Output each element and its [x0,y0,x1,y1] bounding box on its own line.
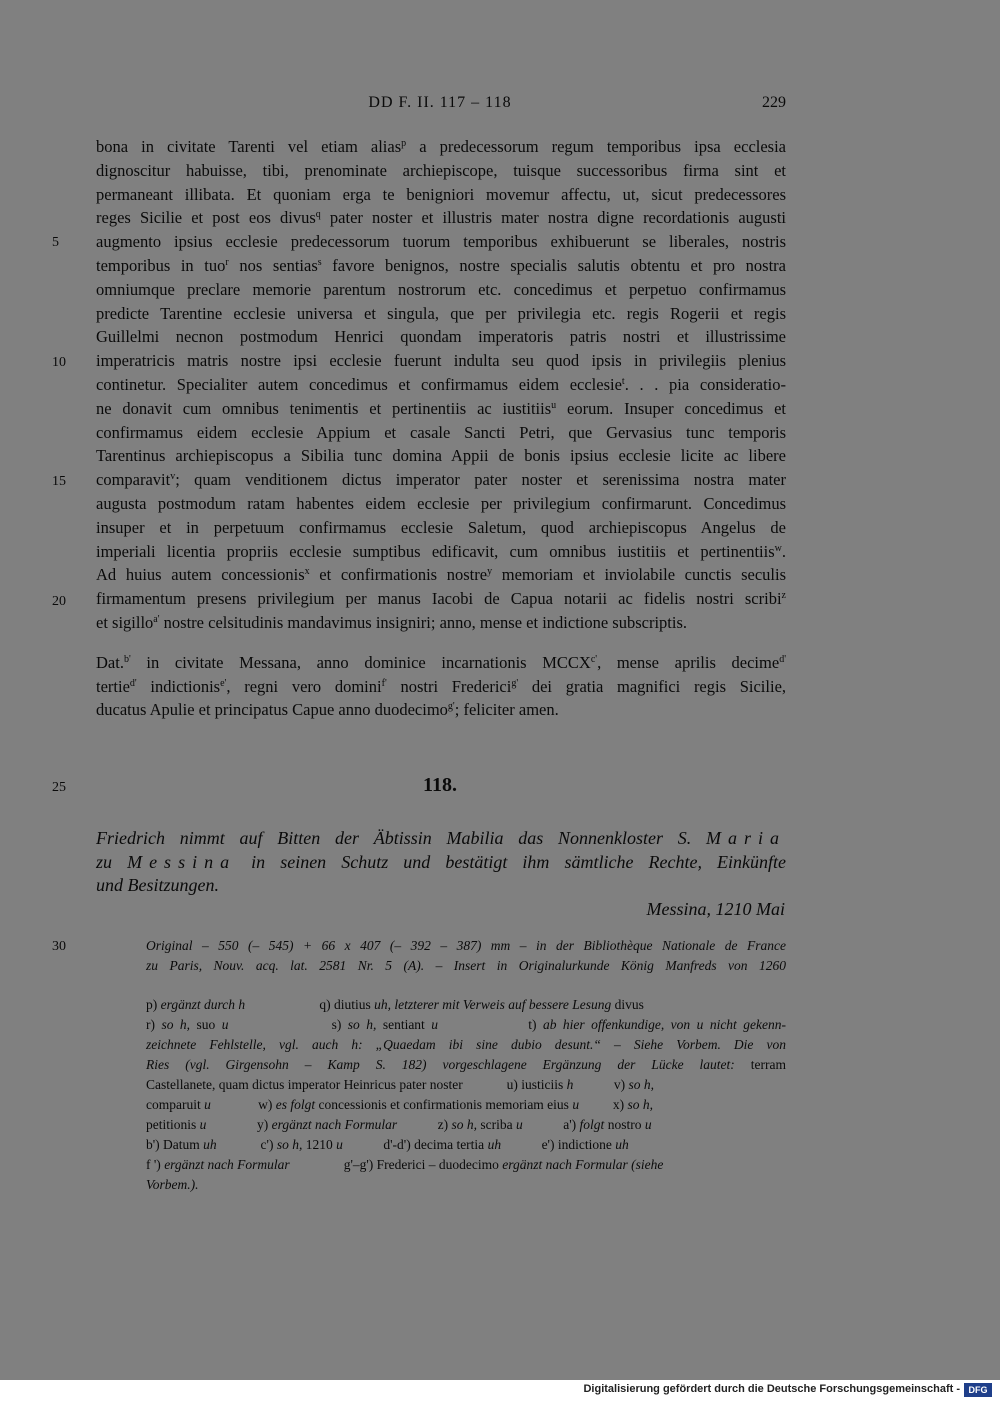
text-line-6: temporibus in tuo$^r$ nos sentias$^s$ favore benignos, nostre specialis salutis obtentu et pro nostra [96,256,786,275]
dfg-logo: DFG [964,1383,992,1397]
date-place: Messina, 1210 Mai [646,899,785,919]
footnote-line-3: zeichnete Fehlstelle, vgl. auch h: „Quaedam ibi sine dubio desunt.“ – Siehe Vorbem. Die von [146,1037,786,1052]
text-line-8: predicte Tarentine ecclesie universa et singula, que per privilegia etc. regis Rogerii et regis [96,303,786,323]
text-line-10: imperatricis matris nostre ipsi ecclesie fuerunt indulta seu quod ipsis in privilegiis plenius [96,351,786,371]
footnote-line-6: comparuit u w) es folgt concessionis et confirmationis memoriam eius u x) so h, [146,1097,653,1112]
regest-line-3: und Besitzungen. [96,875,219,895]
text-line-17: insuper et in perpetuum confirmamus ecclesie Saletum, quod archiepiscopus Angelus de [96,517,786,537]
text-line-19: Ad huius autem concessionis$^x$ et confirmationis nostre$^y$ memoriam et inviolabile cunctis seculis [96,565,786,585]
regest-line-2: zu Messina in seinen Schutz und bestätigt ihm sämtliche Rechte, Einkünfte [96,851,787,872]
document-number: 118. [423,774,457,796]
footnote-line-9: f ') ergänzt nach Formular g'–g') Frederici – duodecimo ergänzt nach Formular (siehe [146,1157,664,1172]
footnote-line-7: petitionis u y) ergänzt nach Formular z) so h, scriba u a') folgt nostro u [146,1117,652,1132]
text-line-7: omniumque preclare memorie parentum nostrorum etc. concedimus et perpetuo confirmamus [96,279,786,299]
dat-line-1: Dat.$^{b'}$ in civitate Messana, anno dominice incarnationis $MCCX^{c'}$, mense aprilis decime$^{d'}$ [96,653,786,672]
margin-line-number: 10 [52,355,66,370]
text-line-14: Tarentinus archiepiscopus a Sibilia tunc domina Appii de bonis ipsius ecclesie licite ac libere [96,446,786,466]
footnote-line-2: r) so h, suo u s) so h, sentiant u t) ab hier offenkundige, von u nicht gekenn- [146,1017,786,1032]
footnote-line-4: Ries (vgl. Girgensohn – Kamp S. 182) vorgeschlagene Ergänzung der Lücke lautet: terram [146,1057,786,1072]
margin-line-number: 25 [52,780,66,795]
margin-line-number: 15 [52,474,66,489]
digitization-footer [0,1380,1000,1402]
margin-line-number: 30 [52,939,66,954]
text-line-3: permaneant illibata. Et quoniam erga te benigniori movemur affectu, ut, sicut predecessores [96,184,786,204]
footnote-line-1: p) ergänzt durch h q) diutius uh, letzterer mit Verweis auf bessere Lesung divus [146,997,644,1012]
text-line-4: reges Sicilie et post eos divus$^q$ pater noster et illustris mater nostra digne recordationis augusti [96,208,786,228]
text-line-15: comparavit$^v$; quam venditionem dictus imperator pater noster et serenissima nostra mater [96,470,786,490]
text-line-16: augusta postmodum ratam habentes eidem ecclesie per privilegium confirmarunt. Concedimus [96,494,786,513]
source-line-1: Original – 550 (– 545) + 66 x 407 (– 392 – 387) mm – in der Bibliothèque Nationale de France [146,938,786,953]
footnote-line-8: b') Datum uh c') so h, 1210 u d'-d') decima tertia uh e') indictione uh [146,1137,629,1152]
text-line-21: et sigillo$^{a'}$ nostre celsitudinis mandavimus insigniri; anno, mense et indictione subscriptis. [96,613,688,632]
text-line-12: ne donavit cum omnibus tenimentis et pertinentiis ac iustitiis$^u$ eorum. Insuper concedimus et [96,398,786,418]
footer-credit: Digitalisierung gefördert durch die Deutsche Forschungsgemeinschaft - [583,1383,960,1395]
regest-line-1: Friedrich nimmt auf Bitten der Äbtissin Mabilia das Nonnenkloster S. Maria [96,828,786,848]
footnote-line-10: Vorbem.). [146,1177,199,1192]
text-line-13: confirmamus eidem ecclesie Appium et casale Sancti Petri, que Gervasius tunc temporis [96,422,786,442]
margin-line-number: 5 [52,235,59,250]
text-line-5: augmento ipsius ecclesie predecessorum tuorum temporibus exhibuerunt se liberales, nostris [96,232,786,252]
text-line-20: firmamentum presens privilegium per manus Iacobi de Capua notarii ac fidelis nostri scribi$^z$ [96,589,786,609]
text-line-11: continetur. Specialiter autem concedimus et confirmamus eidem ecclesie$^t$. . . pia consideratio- [96,375,786,394]
margin-line-number: 20 [52,594,66,609]
page-number: 229 [762,94,786,111]
text-line-9: Guillelmi necnon postmodum Henrici quondam imperatoris patris nostri et illustrissime [96,327,786,347]
running-header: DD F. II. 117 – 118 [368,94,512,111]
dat-line-3: ducatus Apulie et principatus Capue anno duodecimo$^{g'}$; feliciter amen. [96,700,559,719]
source-line-2: zu Paris, Nouv. acq. lat. 2581 Nr. 5 (A). – Insert in Originalurkunde König Manfreds von 1260 [146,958,786,973]
text-line-1: bona in civitate Tarenti vel etiam alias$^p$ a predecessorum regum temporibus ipsa ecclesia [96,137,787,156]
footnote-line-5: Castellanete, quam dictus imperator Heinricus pater noster u) iusticiis h v) so h, [146,1077,655,1092]
text-line-18: imperiali licentia propriis ecclesie sumptibus edificavit, cum omnibus iustitiis et pertinentiis$^w$. [96,541,786,561]
text-line-2: dignoscitur habuisse, tibi, prenominate archiepiscope, tuisque successoribus firma sint et [96,160,786,180]
dat-line-2: tertie$^{d'}$ indictionis$^{e'}$, regni vero domini$^{f'}$ nostri Frederici$^{g'}$ dei gratia magnifici regis Sicilie, [96,676,787,696]
